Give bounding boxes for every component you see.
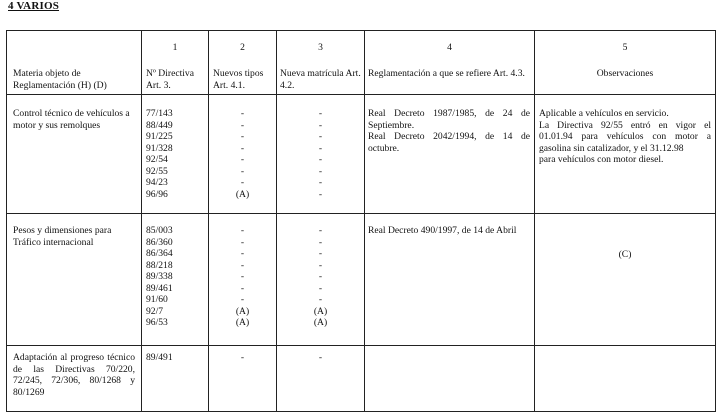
directiva-value: 89/491 bbox=[146, 352, 173, 363]
column-header-materia: Materia objeto de Reglamentación (H) (D) bbox=[13, 68, 107, 91]
nueva-matricula-value: - bbox=[318, 294, 323, 305]
directiva-value: 88/218 bbox=[146, 259, 173, 271]
column-number: 5 bbox=[622, 42, 628, 53]
nueva-matricula-value: - bbox=[318, 177, 323, 188]
nueva-matricula-value: - bbox=[318, 225, 323, 236]
nueva-matricula-list bbox=[277, 225, 364, 329]
directiva-value: 86/364 bbox=[146, 248, 173, 259]
nueva-matricula-list bbox=[277, 108, 364, 200]
column-header-nuevos-tipos: Nuevos tipos Art. 4.1. bbox=[213, 68, 264, 91]
column-divider bbox=[364, 30, 365, 412]
nuevos-tipos-value: - bbox=[240, 108, 245, 119]
header-divider bbox=[6, 94, 716, 95]
directiva-value: 85/003 bbox=[146, 225, 173, 236]
directiva-value: 96/53 bbox=[146, 317, 168, 328]
column-header-nueva-matricula: Nueva matrícula Art. 4.2. bbox=[280, 68, 361, 91]
table-right-border bbox=[715, 30, 716, 412]
directivas-list bbox=[146, 108, 173, 200]
table-top-border bbox=[6, 30, 716, 31]
nuevos-tipos-value: - bbox=[240, 282, 245, 294]
nueva-matricula-value: - bbox=[318, 154, 323, 165]
directiva-value: 91/60 bbox=[146, 294, 168, 305]
nuevos-tipos-value: - bbox=[240, 259, 245, 271]
observaciones-text: Aplicable a vehículos en servicio. bbox=[539, 108, 669, 119]
regulation-table bbox=[6, 30, 716, 412]
nuevos-tipos-value: - bbox=[240, 248, 245, 259]
directiva-value: 91/225 bbox=[146, 131, 173, 142]
directiva-value: 86/360 bbox=[146, 236, 173, 248]
nueva-matricula-value: - bbox=[318, 165, 323, 177]
materia-cell: Control técnico de vehículos a motor y sus remolques bbox=[13, 108, 130, 131]
nuevos-tipos-value: - bbox=[240, 131, 245, 142]
table-bottom-border bbox=[6, 411, 716, 412]
materia-cell: Pesos y dimensiones para Tráfico internacional bbox=[13, 225, 112, 248]
column-number: 1 bbox=[172, 42, 178, 53]
nueva-matricula-value: - bbox=[318, 119, 323, 131]
directiva-value: 89/461 bbox=[146, 282, 173, 294]
nueva-matricula-value: - bbox=[318, 142, 323, 154]
nuevos-tipos-value: (A) bbox=[235, 188, 250, 200]
nuevos-tipos-value: - bbox=[240, 236, 245, 248]
row-divider bbox=[6, 213, 716, 214]
reglamentacion-cell bbox=[368, 108, 530, 154]
nueva-matricula-value: - bbox=[318, 352, 323, 363]
column-number: 4 bbox=[447, 42, 452, 53]
directiva-value: 89/338 bbox=[146, 271, 173, 282]
nueva-matricula-value: (A) bbox=[313, 317, 328, 328]
column-number: 3 bbox=[318, 42, 323, 53]
nueva-matricula-value: - bbox=[318, 248, 323, 259]
nuevos-tipos-value: - bbox=[240, 154, 245, 165]
nuevos-tipos-value: - bbox=[240, 225, 245, 236]
nueva-matricula-value: (A) bbox=[313, 305, 328, 317]
nuevos-tipos-value: - bbox=[240, 119, 245, 131]
nuevos-tipos-value: - bbox=[240, 177, 245, 188]
column-divider bbox=[141, 30, 142, 412]
nueva-matricula-value: - bbox=[318, 259, 323, 271]
nueva-matricula-value: - bbox=[318, 108, 323, 119]
nueva-matricula-value: - bbox=[318, 236, 323, 248]
directivas-list bbox=[146, 225, 173, 329]
nueva-matricula-list bbox=[277, 352, 364, 364]
section-heading: 4 VARIOS bbox=[8, 0, 60, 12]
column-header-observaciones: Observaciones bbox=[596, 68, 654, 79]
nuevos-tipos-value: - bbox=[240, 352, 245, 363]
nueva-matricula-value: - bbox=[318, 282, 323, 294]
nuevos-tipos-value: (A) bbox=[235, 317, 250, 328]
nuevos-tipos-list bbox=[209, 225, 276, 329]
column-header-directiva: Nº Directiva Art. 3. bbox=[146, 68, 194, 91]
nueva-matricula-value: - bbox=[318, 188, 323, 200]
nueva-matricula-value: - bbox=[318, 131, 323, 142]
nuevos-tipos-value: - bbox=[240, 142, 245, 154]
directiva-value: 92/54 bbox=[146, 154, 168, 165]
reglamentacion-text: Real Decreto 1987/1985, de 24 de Septiembre. bbox=[368, 108, 530, 131]
directiva-value: 77/143 bbox=[146, 108, 173, 119]
reglamentacion-text: Real Decreto 490/1997, de 14 de Abril bbox=[368, 225, 517, 236]
nueva-matricula-value: - bbox=[318, 271, 323, 282]
table-left-border bbox=[6, 30, 7, 412]
directiva-value: 96/96 bbox=[146, 188, 168, 200]
nuevos-tipos-value: - bbox=[240, 294, 245, 305]
directiva-value: 94/23 bbox=[146, 177, 168, 188]
reglamentacion-text: Real Decreto 2042/1994, de 14 de octubre. bbox=[368, 131, 530, 154]
observaciones-text: para vehículos con motor diesel. bbox=[539, 154, 664, 165]
observaciones-cell bbox=[539, 108, 711, 166]
nuevos-tipos-value: - bbox=[240, 271, 245, 282]
directiva-value: 88/449 bbox=[146, 119, 173, 131]
column-number: 2 bbox=[240, 42, 245, 53]
directiva-value: 92/7 bbox=[146, 305, 164, 317]
observaciones-text: La Directiva 92/55 entró en vigor el 01.01.94 para vehículos con motor a gasolina sin catalizador, y el 31.12.98 bbox=[539, 119, 711, 154]
materia-cell: Adaptación al progreso técnico de las Directivas 70/220, 72/245, 72/306, 80/1268 y 80/1269 bbox=[13, 352, 135, 398]
nuevos-tipos-list bbox=[209, 352, 276, 364]
nuevos-tipos-value: (A) bbox=[235, 305, 250, 317]
nuevos-tipos-list bbox=[209, 108, 276, 200]
observaciones-text: (C) bbox=[618, 249, 632, 260]
column-divider bbox=[534, 30, 535, 412]
directiva-value: 92/55 bbox=[146, 165, 168, 177]
directiva-value: 91/328 bbox=[146, 142, 173, 154]
row-divider bbox=[6, 345, 716, 346]
column-header-reglamentacion: Reglamentación a que se refiere Art. 4.3. bbox=[368, 68, 525, 79]
nuevos-tipos-value: - bbox=[240, 165, 245, 177]
directivas-list bbox=[146, 352, 173, 364]
